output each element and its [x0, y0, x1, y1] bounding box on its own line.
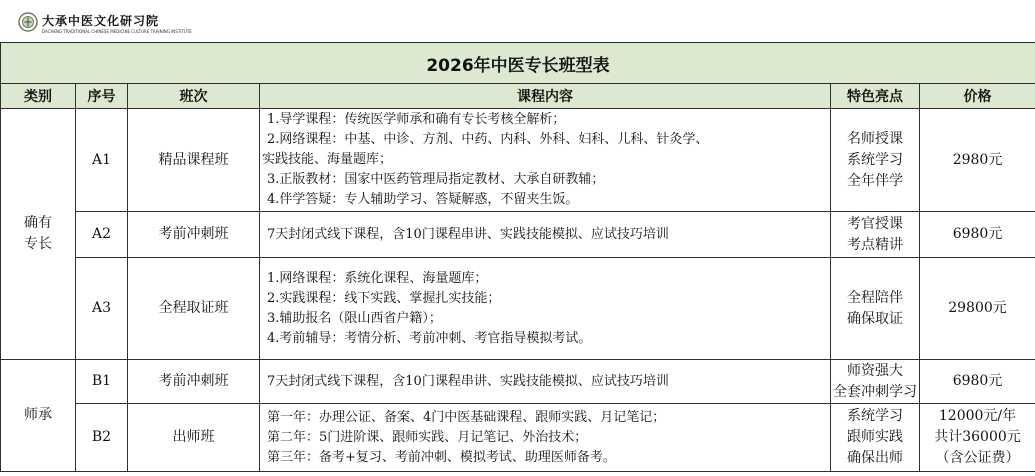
content-line: 2.网络课程：中基、中诊、方剂、中药、内科、外科、妇科、儿科、针灸学、: [267, 132, 709, 147]
price-cell: [920, 404, 1035, 472]
course-content: [260, 360, 831, 404]
content-line: 4.伴学答疑：专人辅助学习、答疑解惑，不留夹生饭。: [267, 192, 579, 207]
feature-line: 全年伴学: [847, 172, 903, 189]
content-line: 1.导学课程：传统医学师承和确有专长考核全解析；: [267, 112, 566, 127]
feature-line: 确保出师: [847, 450, 903, 466]
row-number: A3: [76, 258, 128, 360]
content-line: 2.实践课程：线下实践、掌握扎实技能；: [267, 290, 501, 306]
category-label-line: 师承: [24, 407, 52, 423]
content-line: 第二年：5门进阶课、跟师实践、月记笔记、外治技术；: [267, 429, 588, 445]
content-line: 3.辅助报名（限山西省户籍）；: [267, 310, 442, 326]
content-line: 第三年：备考+复习、考前冲刺、模拟考试、助理医师备考。: [267, 449, 616, 465]
feature-line: 全程陪伴: [847, 289, 903, 306]
row-number: A1: [76, 109, 128, 212]
price-cell: [920, 109, 1035, 212]
table-row: [1, 258, 1035, 360]
features-cell: [831, 360, 920, 404]
row-number: B1: [76, 360, 128, 404]
header-class-name: 班次: [128, 84, 260, 109]
table-row: [1, 404, 1035, 472]
brand-subtitle: DACHENG TRADITIONAL CHINESE MEDICINE CULTURE TRAINING INSTITUTE: [42, 29, 192, 34]
row-number: A2: [76, 212, 128, 258]
class-table: [0, 42, 1035, 472]
class-name: 出师班: [128, 404, 260, 472]
feature-line: 考点精讲: [847, 236, 903, 253]
class-name: 全程取证班: [128, 258, 260, 360]
features-cell: [831, 404, 920, 472]
course-content: [260, 109, 831, 212]
price-cell: [920, 258, 1035, 360]
content-line: 第一年：办理公证、备案、4门中医基础课程、跟师实践、月记笔记；: [267, 409, 666, 425]
price-cell: [920, 212, 1035, 258]
price-line: 12000元/年: [938, 408, 1017, 424]
price-line: 2980元: [952, 151, 1003, 168]
price-cell: [920, 360, 1035, 404]
header-price: 价格: [920, 84, 1035, 109]
features-cell: [831, 258, 920, 360]
category-cell-certified: [1, 109, 76, 360]
price-line: 6980元: [952, 226, 1003, 242]
feature-line: 系统学习: [847, 151, 903, 168]
content-line: 7天封闭式线下课程，含10门课程串讲、实践技能模拟、应试技巧培训: [267, 226, 669, 242]
feature-line: 名师授课: [847, 130, 903, 147]
category-label-line: 确有: [24, 215, 52, 231]
header-content: 课程内容: [260, 84, 831, 109]
feature-line: 考官授课: [847, 215, 903, 232]
header-features: 特色亮点: [831, 84, 920, 109]
feature-line: 确保取证: [847, 310, 903, 327]
course-content: [260, 258, 831, 360]
feature-line: 系统学习: [847, 408, 903, 424]
category-label-line: 专长: [24, 236, 52, 252]
table-header-row: [1, 84, 1035, 109]
content-line: 1.网络课程：系统化课程、海量题库；: [267, 270, 488, 286]
header-category: 类别: [1, 84, 76, 109]
price-line: （含公证费）: [935, 450, 1020, 466]
row-number: B2: [76, 404, 128, 472]
table-row: [1, 109, 1035, 212]
content-line: 7天封闭式线下课程，含10门课程串讲、实践技能模拟、应试技巧培训: [267, 373, 669, 389]
category-cell-apprentice: [1, 360, 76, 472]
price-line: 6980元: [952, 373, 1003, 389]
institute-logo-icon: [18, 12, 38, 32]
brand-name: 大承中医文化研习院: [42, 14, 160, 28]
class-name: 考前冲刺班: [128, 360, 260, 404]
feature-line: 师资强大: [847, 362, 903, 379]
header: [0, 0, 1035, 42]
content-line: 实践技能、海量题库；: [262, 152, 393, 167]
course-content: [260, 404, 831, 472]
features-cell: [831, 212, 920, 258]
price-line: 共计36000元: [934, 429, 1021, 445]
table-row: [1, 212, 1035, 258]
features-cell: [831, 109, 920, 212]
content-line: 3.正版教材：国家中医药管理局指定教材、大承自研教辅；: [267, 172, 605, 187]
header-number: 序号: [76, 84, 128, 109]
feature-line: 全套冲刺学习: [833, 383, 917, 400]
course-content: [260, 212, 831, 258]
price-line: 29800元: [948, 300, 1007, 316]
table-title: 2026年中医专长班型表: [1, 43, 1035, 84]
content-line: 4.考前辅导：考情分析、考前冲刺、考官指导模拟考试。: [267, 330, 592, 346]
feature-line: 跟师实践: [847, 429, 903, 445]
class-name: 考前冲刺班: [128, 212, 260, 258]
class-name: 精品课程班: [128, 109, 260, 212]
table-row: [1, 360, 1035, 404]
